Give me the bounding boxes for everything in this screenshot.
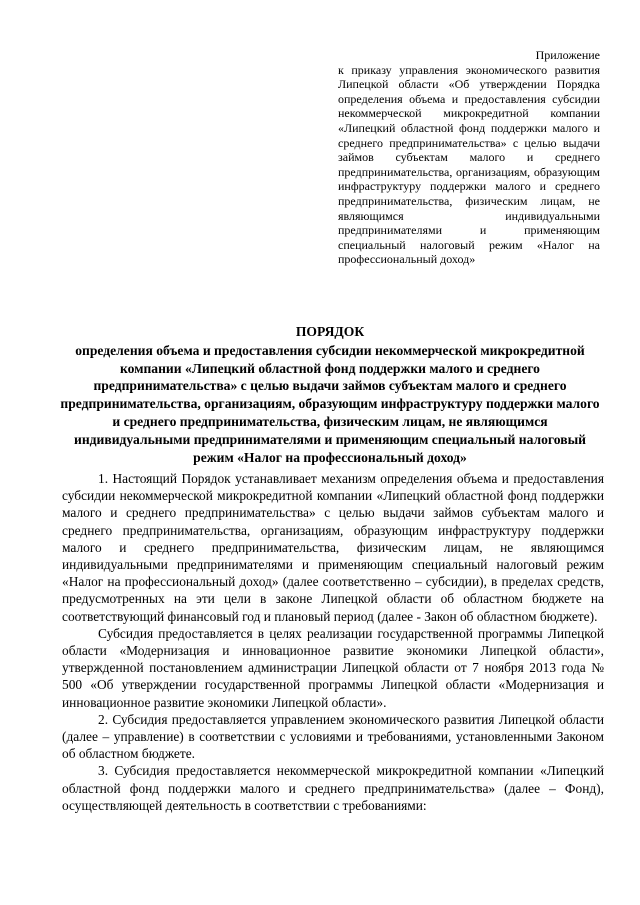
- appendix-text: к приказу управления экономического развития Липецкой области «Об утверждении Порядка определения объема и предоставления субсидии некоммерческой микрокредитной компании «Липецкий областной фонд поддержки малого и среднего предпринимательства» с целью выдачи займов субъектам малого и среднего предпринимательства, организациям, образующим инфраструктуру поддержки малого и среднего предпринимательства, физическим лицам, не являющимся индивидуальными предпринимателями и применяющим специальный налоговый режим «Налог на профессиональный доход»: [338, 62, 600, 267]
- document-subtitle: определения объема и предоставления субсидии некоммерческой микрокредитной компании «Липецкий областной фонд поддержки малого и среднего предпринимательства» с целью выдачи займов субъектам малого и среднего предпринимательства, организациям, образующим инфраструктуру поддержки малого и среднего предпринимательства, физическим лицам, не являющимся индивидуальными предпринимателями и применяющим специальный налоговый режим «Налог на профессиональный доход»: [60, 342, 600, 465]
- paragraph-2: Субсидия предоставляется в целях реализации государственной программы Липецкой области «Модернизация и инновационное развитие экономики Липецкой области», утвержденной постановлением администрации Липецкой области от 7 ноября 2013 года № 500 «Об утверждении государственной программы Липецкой области «Модернизация и инновационное развитие экономики Липецкой области».: [62, 625, 604, 710]
- document-title: ПОРЯДОК: [295, 324, 365, 339]
- paragraph-1: 1. Настоящий Порядок устанавливает механизм определения объема и предоставления субсидии некоммерческой микрокредитной компании «Липецкий областной фонд поддержки малого и среднего предпринимательства» с целью выдачи займов субъектам малого и среднего предпринимательства, организациям, образующим инфраструктуру поддержки малого и среднего предпринимательства, физическим лицам, не являющимся индивидуальными предпринимателями и применяющим специальный налоговый режим «Налог на профессиональный доход» (далее соответственно – субсидии), в пределах средств, предусмотренных на эти цели в законе Липецкой области об областном бюджете на соответствующий финансовый год и плановый период (далее - Закон об областном бюджете).: [62, 471, 604, 624]
- paragraph-4: 3. Субсидия предоставляется некоммерческой микрокредитной компании «Липецкий областной фонд поддержки малого и среднего предпринимательства» (далее – Фонд), осуществляющей деятельность в соответствии с требованиями:: [62, 763, 604, 813]
- paragraph-3: 2. Субсидия предоставляется управлением экономического развития Липецкой области (далее – управление) в соответствии с условиями и требованиями, установленными Законом об областном бюджете.: [62, 711, 604, 762]
- document-title-block: [56, 323, 604, 466]
- document-body: [62, 470, 604, 814]
- appendix-block: [338, 48, 600, 267]
- appendix-heading: Приложение: [535, 48, 600, 62]
